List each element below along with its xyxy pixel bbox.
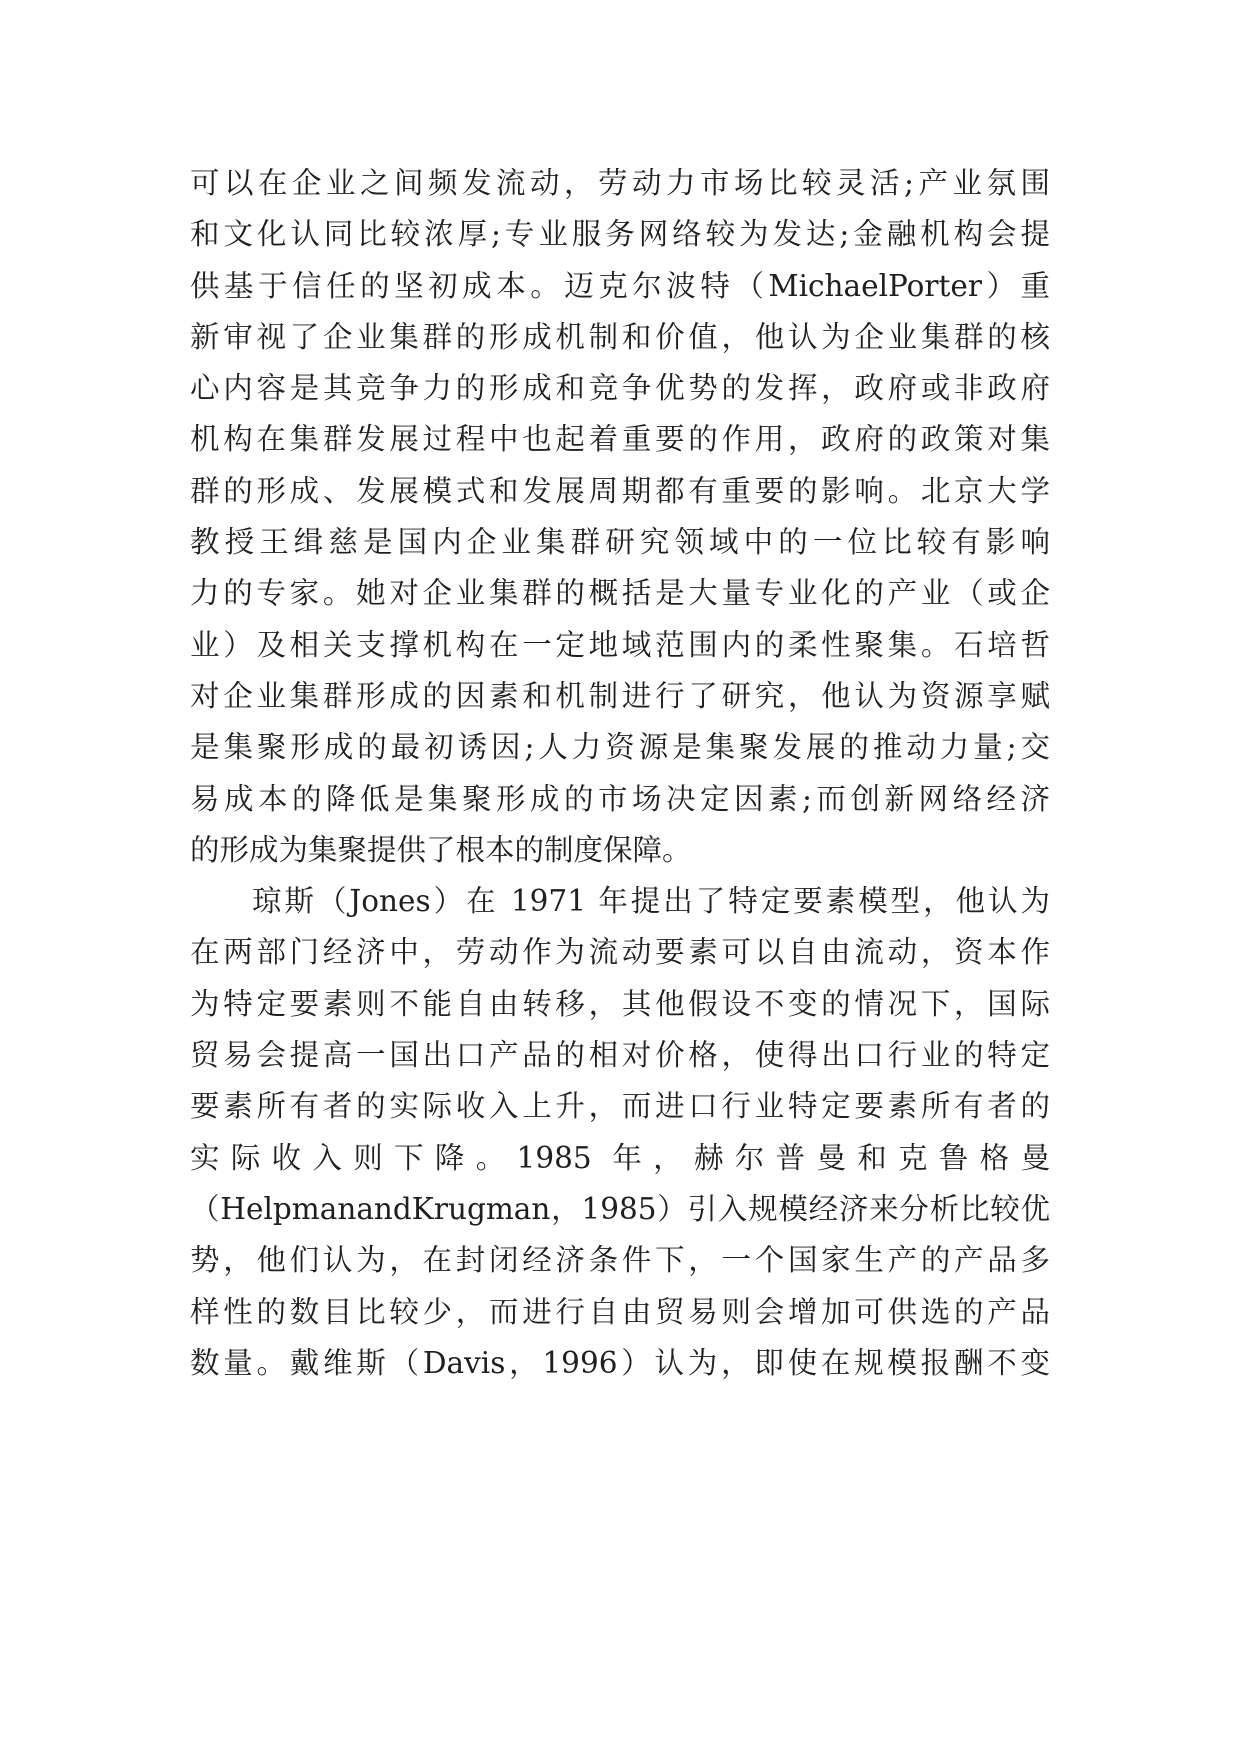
text-line: 是集聚形成的最初诱因;人力资源是集聚发展的推动力量;交	[190, 730, 1050, 765]
text-line: 的形成为集聚提供了根本的制度保障。	[190, 832, 692, 867]
text-line: 机构在集群发展过程中也起着重要的作用，政府的政策对集	[190, 422, 1050, 457]
text-line: 琼斯（Jones）在 1971 年提出了特定要素模型，他认为	[252, 884, 1050, 919]
text-line: 贸易会提高一国出口产品的相对价格，使得出口行业的特定	[190, 1038, 1050, 1073]
document-page	[190, 158, 1050, 1389]
text-line: 群的形成、发展模式和发展周期都有重要的影响。北京大学	[190, 473, 1050, 508]
text-line: 业）及相关支撑机构在一定地域范围内的柔性聚集。石培哲	[190, 627, 1050, 662]
text-line: 为特定要素则不能自由转移，其他假设不变的情况下，国际	[190, 986, 1050, 1021]
text-line: （HelpmanandKrugman，1985）引入规模经济来分析比较优	[190, 1191, 1050, 1226]
text-line: 教授王缉慈是国内企业集群研究领域中的一位比较有影响	[190, 525, 1050, 560]
text-line: 心内容是其竞争力的形成和竞争优势的发挥，政府或非政府	[190, 371, 1050, 406]
text-line: 新审视了企业集群的形成机制和价值，他认为企业集群的核	[190, 319, 1050, 354]
text-line: 和文化认同比较浓厚;专业服务网络较为发达;金融机构会提	[190, 217, 1050, 252]
text-line: 实际收入则下降。1985 年，赫尔普曼和克鲁格曼	[190, 1140, 1050, 1175]
text-line: 样性的数目比较少，而进行自由贸易则会增加可供选的产品	[190, 1294, 1050, 1329]
text-line: 势，他们认为，在封闭经济条件下，一个国家生产的产品多	[190, 1243, 1050, 1278]
text-line: 供基于信任的坚初成本。迈克尔波特（MichaelPorter）重	[190, 268, 1050, 303]
text-line: 对企业集群形成的因素和机制进行了研究，他认为资源享赋	[190, 678, 1050, 713]
text-line: 可以在企业之间频发流动，劳动力市场比较灵活;产业氛围	[190, 166, 1050, 200]
paragraph-1	[190, 158, 1050, 876]
text-line: 在两部门经济中，劳动作为流动要素可以自由流动，资本作	[190, 935, 1050, 970]
paragraph-2	[190, 876, 1050, 1389]
text-line: 要素所有者的实际收入上升，而进口行业特定要素所有者的	[190, 1089, 1050, 1124]
text-line: 力的专家。她对企业集群的概括是大量专业化的产业（或企	[190, 576, 1050, 611]
text-line: 易成本的降低是集聚形成的市场决定因素;而创新网络经济	[190, 781, 1050, 816]
text-line: 数量。戴维斯（Davis，1996）认为，即使在规模报酬不变	[190, 1345, 1050, 1380]
